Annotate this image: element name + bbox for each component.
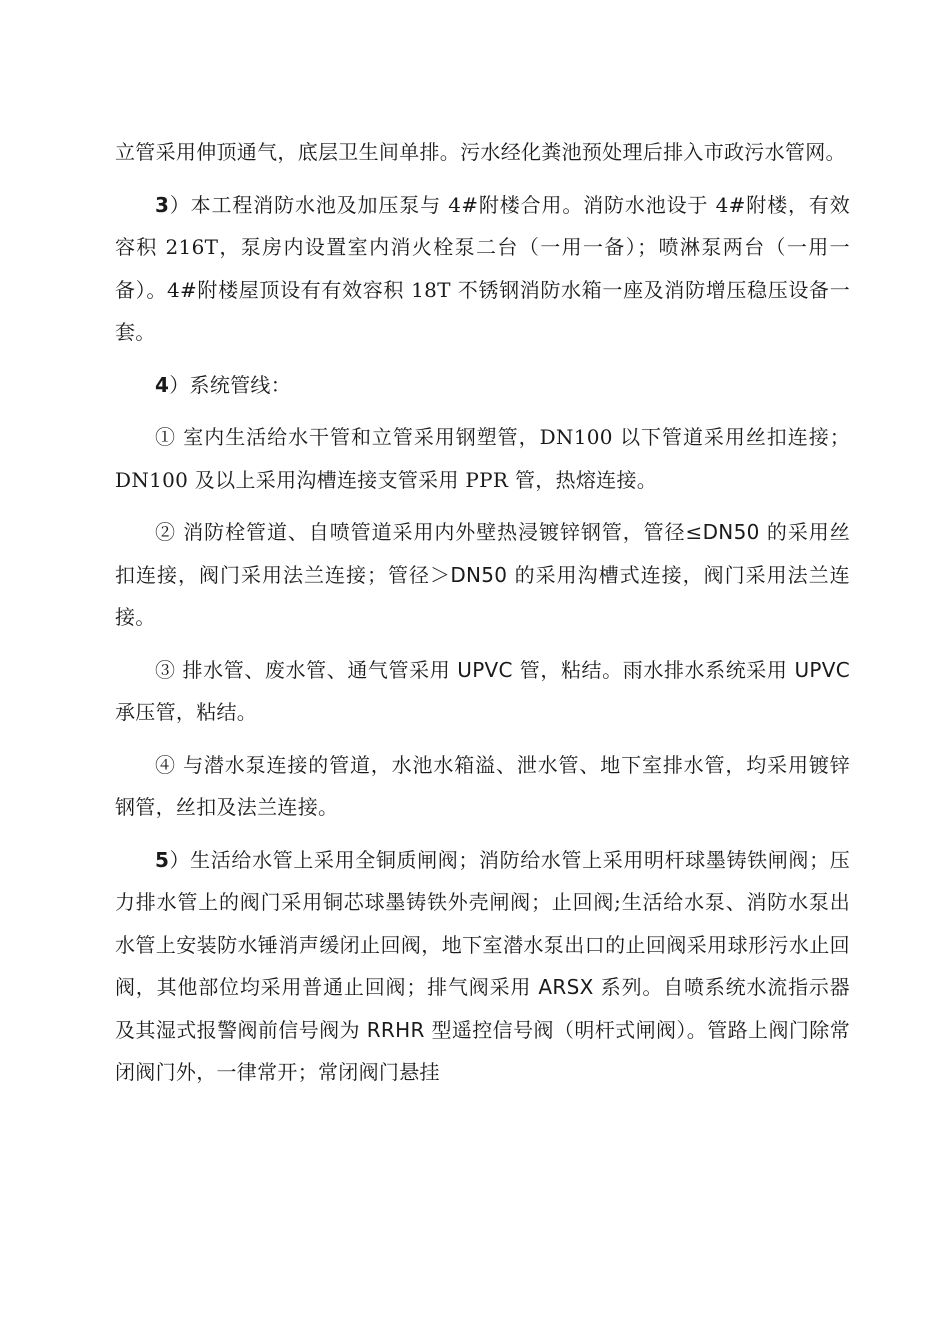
valves-text-a: ）生活给水管上采用全铜质闸阀；消防给水管上采用明杆球墨铸铁闸阀；压力排水管上的阀门采用铜芯球墨铸铁外壳闸阀；止回阀;生活给水泵、消防水泵出水管上安装防水锤消声缓闭止回阀，地下室潜水泵出口的止回阀采用球形污水止回阀，其他部位均采用普通止回阀；排气阀采用	[115, 847, 850, 999]
item-number-4: 4	[155, 372, 170, 397]
drain-text-e: 承压管，粘结。	[115, 700, 258, 724]
paragraph-pump-pipes: ④ 与潜水泵连接的管道，水池水箱溢、泄水管、地下室排水管，均采用镀锌钢管，丝扣及法兰连接。	[115, 752, 850, 819]
hydrant-text-c: 的采用丝扣连接，阀门采用法兰连接；管径＞	[115, 520, 851, 587]
valves-rrhr: RRHR	[366, 1017, 425, 1042]
paragraph-fire-pool-text: ）本工程消防水池及加压泵与 4#附楼合用。消防水池设于 4#附楼，有效容积 216T，泵房内设置室内消火栓泵二台（一用一备）；喷淋泵两台（一用一备）。4#附楼屋顶设有有效容积 18T 不锈钢消防水箱一座及消防增压稳压设备一套。	[115, 192, 850, 344]
paragraph-fire-pool	[115, 184, 850, 354]
paragraph-system-pipelines-heading	[115, 364, 850, 407]
valves-text-c: 系列。自喷系统水流指示器及其湿式报警阀前信号阀为	[115, 975, 850, 1042]
hydrant-text-a: ② 消防栓管道、自喷管道采用内外壁热浸镀锌钢管，管径≤	[155, 520, 703, 544]
valves-text-e: 型遥控信号阀（明杆式闸阀）。管路上阀门除常闭阀门外，一律常开；常闭阀门悬挂	[115, 1017, 850, 1084]
paragraph-drainage-vent: 立管采用伸顶通气，底层卫生间单排。污水经化粪池预处理后排入市政污水管网。	[115, 140, 846, 164]
drain-upvc-a: UPVC	[457, 657, 513, 682]
paragraph-drain-pipes	[115, 649, 850, 734]
drain-text-c: 管，粘结。雨水排水系统采用	[512, 657, 795, 682]
item-number-5: 5	[155, 847, 170, 872]
item-number-3: 3	[155, 192, 170, 217]
paragraph-valves	[115, 839, 850, 1094]
drain-upvc-b: UPVC	[794, 657, 850, 682]
document-body	[115, 131, 850, 1104]
valves-arsx: ARSX	[538, 975, 594, 999]
drain-text-a: ③ 排水管、废水管、通气管采用	[155, 657, 458, 682]
hydrant-dn50-a: DN50	[702, 520, 760, 544]
paragraph-hydrant-pipes	[115, 511, 850, 639]
paragraph-system-pipelines-text: ）系统管线：	[169, 372, 292, 397]
hydrant-dn50-b: DN50	[450, 562, 508, 587]
hydrant-text-e: 的采用沟槽式连接，阀门采用法兰连接。	[115, 562, 850, 629]
paragraph-domestic-water-pipes: ① 室内生活给水干管和立管采用钢塑管，DN100 以下管道采用丝扣连接；DN100 及以上采用沟槽连接支管采用 PPR 管，热熔连接。	[115, 425, 850, 492]
